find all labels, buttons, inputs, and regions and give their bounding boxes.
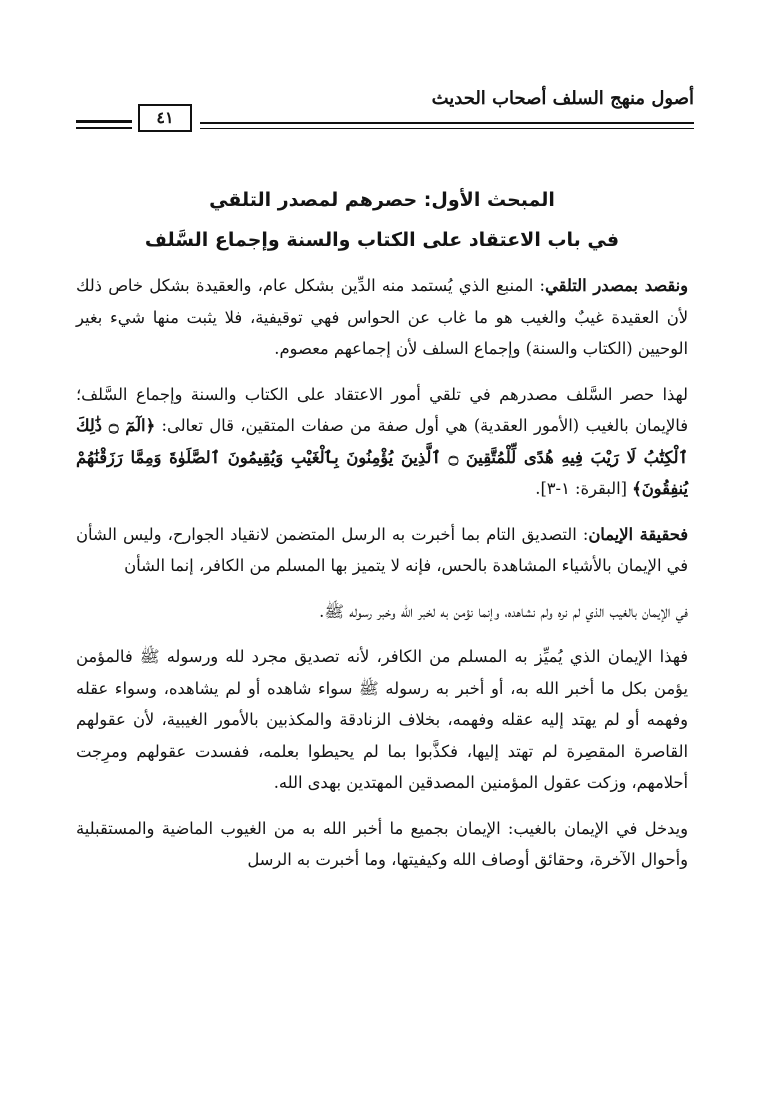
paragraph-2 <box>76 379 688 505</box>
running-title: أصول منهج السلف أصحاب الحديث <box>431 88 694 109</box>
page-number: ٤١ <box>138 104 192 132</box>
page-number-rule <box>76 120 132 123</box>
quran-verse: ﴿الٓمٓ ۝ ذَٰلِكَ ٱلْكِتَٰبُ لَا رَيْبَ فِيهِ هُدًى لِّلْمُتَّقِينَ ۝ ٱلَّذِينَ يُؤْمِنُونَ بِٱلْغَيْبِ وَيُقِيمُونَ ٱلصَّلَوٰةَ وَمِمَّا رَزَقْنَٰهُمْ يُنفِقُونَ﴾ <box>76 416 688 498</box>
paragraph-6: ويدخل في الإيمان بالغيب: الإيمان بجميع ما أخبر الله به من الغيوب الماضية والمستقبلية وأحوال الآخرة، وحقائق أوصاف الله وكيفيتها، وما أخبرت به الرسل <box>76 818 688 869</box>
paragraph-3-lead: فحقيقة الإيمان <box>588 524 688 544</box>
paragraph-3 <box>76 519 688 582</box>
paragraph-3-text: : التصديق التام بما أخبرت به الرسل المتضمن لانقياد الجوارح، وليس الشأن في الإيمان بالأشياء المشاهدة بالحس، فإنه لا يتميز بها المسلم من الكافر، إنما الشأن <box>76 524 688 575</box>
header-rule-thin <box>200 128 694 129</box>
section-heading-line-2: في باب الاعتقاد على الكتاب والسنة وإجماع السَّلف <box>144 229 620 251</box>
paragraph-1-lead: ونقصد بمصدر التلقي <box>545 276 688 295</box>
section-heading-line-1: المبحث الأول: حصرهم لمصدر التلقي <box>209 189 555 211</box>
paragraph-1-text: : المنبع الذي يُستمد منه الدِّين بشكل عام، والعقيدة بشكل خاص ذلك لأن العقيدة غيبٌ والغيب هو ما غاب عن الحواس فهي توقيفية، فلا يثبت منها شيء بغير الوحيين (الكتاب والسنة) وإجماع السلف لأن إجماعهم معصوم. <box>76 276 688 358</box>
paragraph-1 <box>76 270 688 365</box>
header-rule <box>200 122 694 124</box>
page-header <box>76 84 694 134</box>
section-heading <box>76 180 688 260</box>
page-number-rule-thin <box>76 127 132 129</box>
paragraph-4: في الإيمان بالغيب الذي لم نره ولم نشاهده، وإنما نؤمن به لخبر الله وخبر رسوله ﷺ. <box>319 601 688 621</box>
paragraph-2-text: لهذا حصر السَّلف مصدرهم في تلقي أمور الاعتقاد على الكتاب والسنة وإجماع السَّلف؛ فالإيمان بالغيب (الأمور العقدية) هي أول صفة من صفات المتقين، قال تعالى: <box>76 384 688 435</box>
verse-reference: [البقرة: ١-٣]. <box>535 479 627 498</box>
paragraph-5: فهذا الإيمان الذي يُميِّز به المسلم من الكافر، لأنه تصديق مجرد لله ورسوله ﷺ فالمؤمن يؤمن بكل ما أخبر الله به، أو أخبر به رسوله ﷺ سواء شاهده أو لم يشاهده، وسواء عقله وفهمه أو لم يهتد إليه عقله وفهمه، بخلاف الزنادقة والمكذبين بالأمور الغيبية، لأن عقولهم القاصرة المقصِرة لم تهتد إليها، فكذَّبوا بما لم يحيطوا بعلمه، ففسدت عقولهم ومرِجت أحلامهم، وزكت عقول المؤمنين المصدقين المهتدين بهدى الله. <box>76 647 688 792</box>
body-text <box>76 270 688 890</box>
